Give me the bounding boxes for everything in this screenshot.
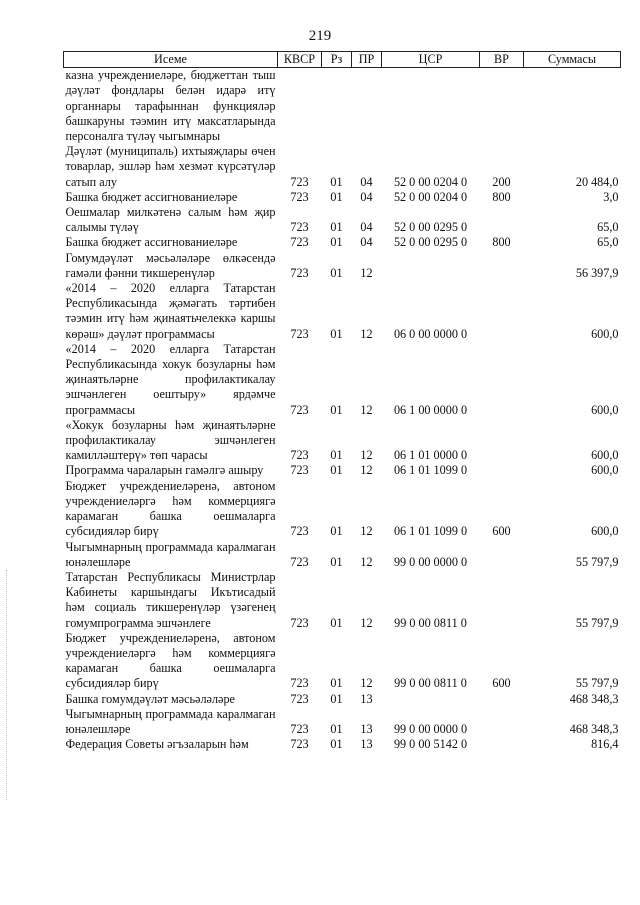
cell-csr: 99 0 00 0000 0 (393, 554, 468, 569)
cell-name: «2014 – 2020 елларга Татарстан Республикасында хокук бозуларны һәм җинаятьләрне профилактикалау эшчәнлеген оештыру» ярдәмче программасы (65, 341, 276, 417)
cell-name: Татарстан Республикасы Министрлар Кабинеты каршындагы Икътисадый һәм социаль тикшеренүләр үзәгенең гомумпрограмма эшчәнлеге (65, 569, 276, 630)
table-row (64, 68, 621, 145)
cell-sum: 3,0 (603, 189, 619, 204)
cell-pr: 12 (360, 554, 373, 569)
table-row (64, 692, 621, 707)
cell-csr: 52 0 00 0295 0 (393, 235, 468, 250)
cell-rz: 01 (330, 615, 343, 630)
cell-kvsr (278, 68, 322, 145)
cell-sum: 600,0 (591, 326, 619, 341)
cell-sum (524, 68, 621, 145)
table-row (64, 342, 621, 418)
cell-csr (382, 692, 480, 707)
header-name: Исеме (64, 52, 278, 68)
cell-kvsr: 723 (290, 220, 309, 235)
cell-pr: 12 (360, 524, 373, 539)
cell-sum: 600,0 (591, 524, 619, 539)
cell-pr: 12 (360, 615, 373, 630)
cell-name: казна учреждениеләре, бюджеттан тыш дәүләт фондлары белән идарә итү органнары тарафыннан функцияләр башкаруны тәэмин итү максатларында персоналга түләү чыгымнары (65, 68, 276, 144)
cell-pr: 12 (360, 676, 373, 691)
cell-vr: 800 (492, 189, 511, 204)
cell-rz: 01 (330, 265, 343, 280)
cell-kvsr: 723 (290, 174, 309, 189)
cell-kvsr: 723 (290, 676, 309, 691)
cell-kvsr: 723 (290, 189, 309, 204)
cell-vr (480, 251, 524, 281)
cell-name: Гомумдәүләт мәсьәләләре өлкәсендә гамәли фәнни тикшеренүләр (65, 250, 276, 280)
cell-kvsr: 723 (290, 463, 309, 478)
budget-table (63, 51, 621, 752)
table-row (64, 479, 621, 540)
header-csr: ЦСР (382, 52, 480, 68)
cell-vr (480, 540, 524, 570)
cell-csr: 06 0 00 0000 0 (393, 326, 468, 341)
cell-name: Федерация Советы әгъзаларын һәм (65, 737, 249, 752)
cell-name: «Хокук бозуларны һәм җинаятьләрне профилактикалау эшчәнлеген камилләштерү» төп чарасы (65, 417, 276, 463)
cell-sum: 600,0 (591, 402, 619, 417)
cell-vr (480, 692, 524, 707)
cell-vr (480, 463, 524, 478)
cell-rz: 01 (330, 676, 343, 691)
table-row (64, 418, 621, 464)
table-row (64, 205, 621, 235)
cell-kvsr: 723 (290, 235, 309, 250)
cell-sum: 65,0 (597, 235, 619, 250)
cell-vr (480, 707, 524, 737)
header-kvsr: КВСР (278, 52, 322, 68)
cell-rz: 01 (330, 524, 343, 539)
cell-pr: 12 (360, 463, 373, 478)
cell-sum: 600,0 (591, 448, 619, 463)
cell-vr (480, 570, 524, 631)
cell-rz (322, 68, 352, 145)
cell-csr: 52 0 00 0204 0 (393, 174, 468, 189)
cell-csr: 99 0 00 0811 0 (394, 676, 467, 691)
cell-name: Оешмалар милкәтенә салым һәм җир салымы түләү (65, 205, 276, 235)
cell-name: Программа чараларын гамәлгә ашыру (65, 463, 264, 478)
margin-mark (6, 570, 8, 800)
cell-name: Башка гомумдәүләт мәсьәләләре (65, 691, 235, 706)
table-body (64, 68, 621, 753)
cell-rz: 01 (330, 691, 343, 706)
table-row (64, 235, 621, 250)
cell-kvsr: 723 (290, 721, 309, 736)
cell-name: Чыгымнарның программада каралмаган юнәлешләре (65, 706, 276, 736)
cell-kvsr: 723 (290, 265, 309, 280)
cell-pr: 12 (360, 402, 373, 417)
cell-csr: 99 0 00 0811 0 (394, 615, 467, 630)
cell-pr (352, 68, 382, 145)
cell-pr: 12 (360, 326, 373, 341)
page-number: 219 (308, 28, 332, 44)
cell-rz: 01 (330, 721, 343, 736)
header-rz: Рз (322, 52, 352, 68)
cell-csr: 06 1 01 1099 0 (393, 463, 468, 478)
cell-csr: 06 1 00 0000 0 (393, 402, 468, 417)
cell-kvsr: 723 (290, 554, 309, 569)
cell-rz: 01 (330, 189, 343, 204)
cell-name: Башка бюджет ассигнованиеләре (65, 189, 238, 204)
cell-vr (480, 281, 524, 342)
cell-vr: 600 (492, 676, 511, 691)
cell-name: «2014 – 2020 елларга Татарстан Республикасында җәмәгать тәртибен тәэмин итү һәм җинаятьчелеккә каршы көрәш» дәүләт программасы (65, 281, 276, 341)
cell-sum: 468 348,3 (569, 691, 619, 706)
table-row (64, 570, 621, 631)
cell-name: Дәүләт (муниципаль) ихтыяҗлары өчен товарлар, эшләр һәм хезмәт күрсәтүләр сатып алу (65, 144, 276, 189)
cell-kvsr: 723 (290, 691, 309, 706)
cell-sum: 600,0 (591, 463, 619, 478)
cell-rz: 01 (330, 737, 343, 752)
header-vr: ВР (480, 52, 524, 68)
cell-kvsr: 723 (290, 402, 309, 417)
cell-csr (382, 68, 480, 145)
cell-csr: 06 1 01 1099 0 (393, 524, 468, 539)
cell-rz: 01 (330, 463, 343, 478)
cell-rz: 01 (330, 174, 343, 189)
cell-rz: 01 (330, 448, 343, 463)
cell-sum: 20 484,0 (575, 174, 619, 189)
table-row (64, 251, 621, 281)
cell-vr: 200 (492, 174, 511, 189)
header-pr: ПР (352, 52, 382, 68)
cell-kvsr: 723 (290, 524, 309, 539)
cell-kvsr: 723 (290, 615, 309, 630)
cell-name: Бюджет учреждениеләренә, автоном учреждениеләргә һәм коммерциягә карамаган башка оешмаларга субсидияләр бирү (65, 630, 276, 691)
cell-name: Башка бюджет ассигнованиеләре (65, 235, 238, 250)
cell-sum: 816,4 (591, 737, 619, 752)
header-sum: Суммасы (524, 52, 621, 68)
cell-rz: 01 (330, 326, 343, 341)
cell-name: Чыгымнарның программада каралмаган юнәлешләре (65, 539, 276, 569)
cell-pr: 04 (360, 189, 373, 204)
table-row (64, 281, 621, 342)
cell-vr: 800 (492, 235, 511, 250)
cell-kvsr: 723 (290, 326, 309, 341)
cell-rz: 01 (330, 235, 343, 250)
cell-pr: 13 (360, 691, 373, 706)
cell-csr: 99 0 00 0000 0 (393, 721, 468, 736)
cell-vr (480, 418, 524, 464)
cell-csr: 99 0 00 5142 0 (393, 737, 468, 752)
table-row (64, 540, 621, 570)
table-row (64, 144, 621, 190)
cell-pr: 04 (360, 235, 373, 250)
cell-kvsr: 723 (290, 448, 309, 463)
cell-sum: 56 397,9 (575, 265, 619, 280)
cell-rz: 01 (330, 554, 343, 569)
cell-sum: 65,0 (597, 220, 619, 235)
table-row (64, 463, 621, 478)
cell-pr: 04 (360, 220, 373, 235)
cell-vr (480, 737, 524, 752)
cell-sum: 55 797,9 (575, 615, 619, 630)
cell-kvsr: 723 (290, 737, 309, 752)
cell-csr: 06 1 01 0000 0 (393, 448, 468, 463)
cell-rz: 01 (330, 402, 343, 417)
table-row (64, 631, 621, 692)
cell-sum: 55 797,9 (575, 676, 619, 691)
table-row (64, 737, 621, 752)
cell-name: Бюджет учреждениеләренә, автоном учреждениеләргә һәм коммерциягә карамаган башка оешмаларга субсидияләр бирү (65, 478, 276, 539)
cell-vr (480, 68, 524, 145)
cell-pr: 13 (360, 721, 373, 736)
table-row (64, 707, 621, 737)
cell-pr: 04 (360, 174, 373, 189)
cell-vr: 600 (492, 524, 511, 539)
cell-pr: 12 (360, 265, 373, 280)
cell-vr (480, 342, 524, 418)
cell-pr: 13 (360, 737, 373, 752)
cell-vr (480, 205, 524, 235)
cell-csr (382, 251, 480, 281)
cell-sum: 468 348,3 (569, 721, 619, 736)
cell-csr: 52 0 00 0204 0 (393, 189, 468, 204)
cell-csr: 52 0 00 0295 0 (393, 220, 468, 235)
table-header (64, 52, 621, 68)
table-row (64, 190, 621, 205)
cell-pr: 12 (360, 448, 373, 463)
cell-rz: 01 (330, 220, 343, 235)
cell-sum: 55 797,9 (575, 554, 619, 569)
